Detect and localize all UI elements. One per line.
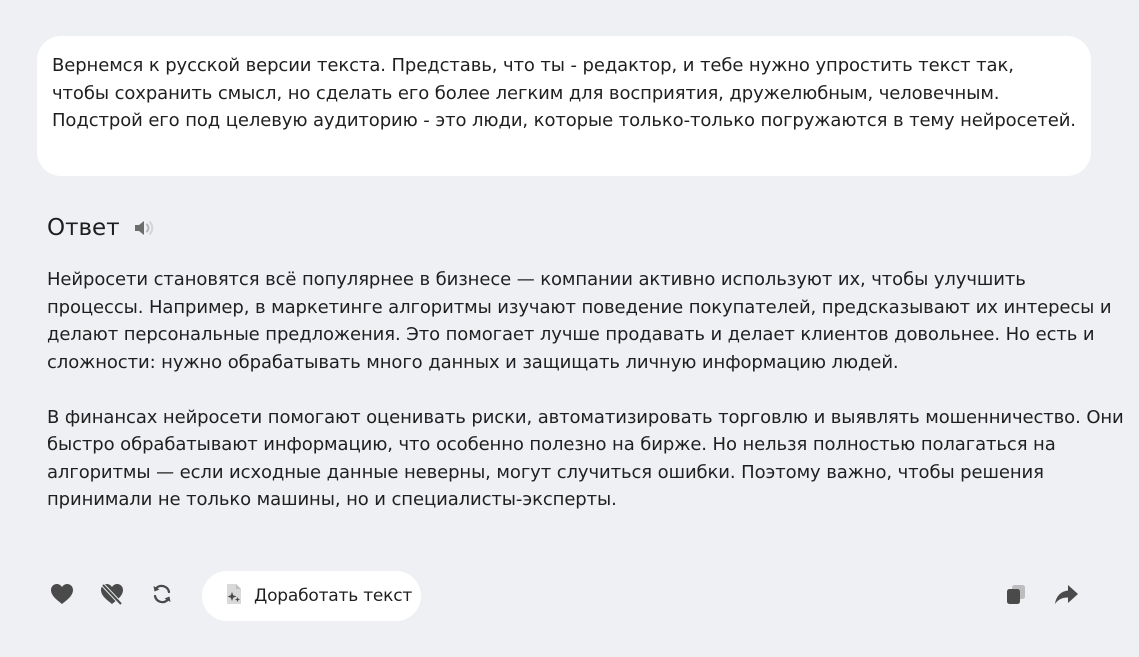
user-prompt-text: Вернемся к русской версии текста. Представь, что ты - редактор, и тебе нужно упростить текст так, чтобы сохранить смысл, но сделать его более легким для восприятия, дружелюбным, человечным. Подстрой его под целевую аудиторию - это люди, которые только-только погружаются в тему нейросетей. [52, 55, 1076, 131]
answer-header [47, 212, 158, 244]
answer-paragraph: В финансах нейросети помогают оценивать риски, автоматизировать торговлю и выявлять мошенничество. Они быстро обрабатывают информацию, что особенно полезно на бирже. Но нельзя полностью полагаться на алгоритмы — если исходные данные неверны, могут случиться ошибки. Поэтому важно, чтобы решения принимали не только машины, но и специалисты-эксперты. [47, 406, 1124, 510]
copy-button[interactable] [1001, 581, 1031, 611]
answer-body [47, 266, 1127, 541]
regenerate-button[interactable] [147, 581, 177, 611]
sparkle-document-icon [224, 583, 244, 609]
refresh-icon [150, 582, 174, 610]
heart-icon [50, 583, 74, 609]
answer-paragraph: Нейросети становятся всё популярнее в бизнесе — компании активно используют их, чтобы улучшить процессы. Например, в маркетинге алгоритмы изучают поведение покупателей, предсказывают их интересы и делают персональные предложения. Это помогает лучше продавать и делает клиентов довольнее. Но есть и сложности: нужно обрабатывать много данных и защищать личную информацию людей. [47, 269, 1112, 373]
refine-text-label: Доработать текст [254, 586, 413, 606]
broken-heart-icon [99, 582, 125, 610]
share-arrow-icon [1053, 583, 1079, 609]
answer-title: Ответ [47, 215, 120, 241]
refine-text-button[interactable] [202, 571, 421, 621]
answer-toolbar [0, 571, 1139, 621]
like-button[interactable] [47, 581, 77, 611]
user-prompt-bubble [37, 36, 1091, 176]
dislike-button[interactable] [97, 581, 127, 611]
speaker-icon[interactable] [132, 217, 158, 239]
copy-icon [1004, 582, 1028, 610]
share-button[interactable] [1051, 581, 1081, 611]
